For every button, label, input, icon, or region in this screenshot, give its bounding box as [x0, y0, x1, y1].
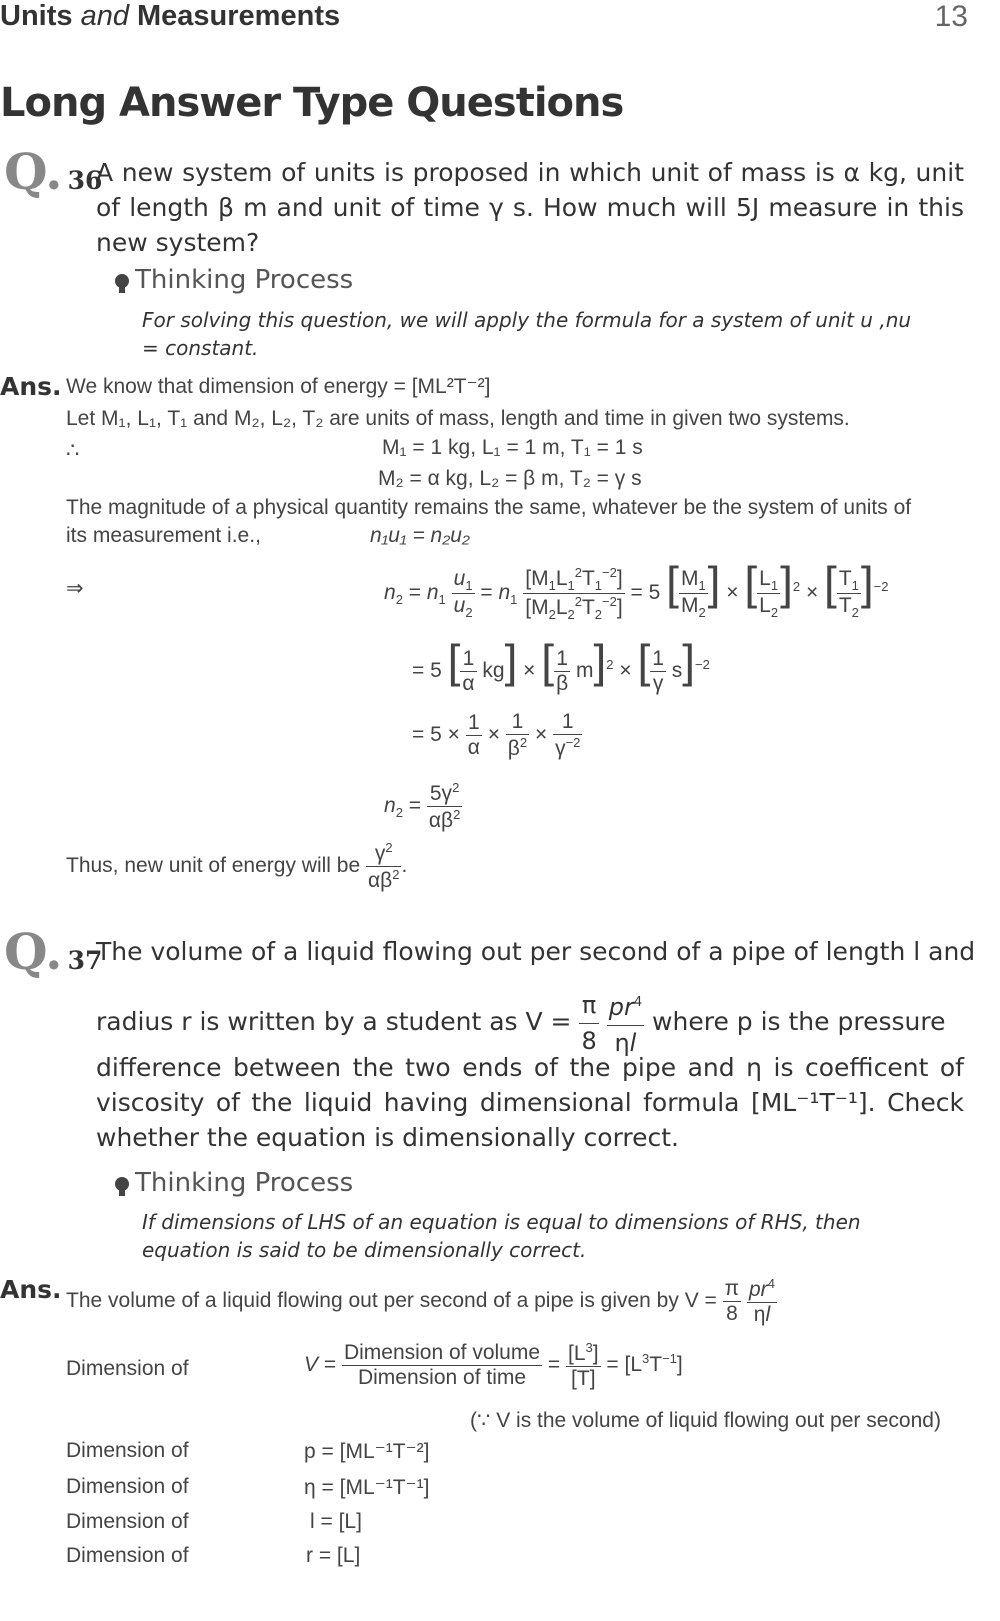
dim-label-r: Dimension of [66, 1544, 189, 1567]
q-number: 37 [67, 946, 103, 975]
thinking-note-36: For solving this question, we will apply the formula for a system of unit u ,nu = constant. [142, 308, 912, 360]
header-measurements: Measurements [137, 0, 341, 32]
question-37-line1: The volume of a liquid flowing out per second of a pipe of length l and [96, 937, 976, 966]
n2-result: $n_2$ = $\frac{5\gamma^2}{\alpha\beta^2}$ [384, 780, 461, 832]
q37-line2-a: radius r is written by a student as V = [96, 1007, 572, 1036]
question-36-text: A new system of units is proposed in which unit of mass is α kg, unit of length β m and unit of time γ s. How much will 5J measure in this new system? [96, 158, 964, 257]
ans37-line1-text: The volume of a liquid flowing out per second of a pipe is given by V = [66, 1289, 717, 1313]
q-number: 36 [67, 166, 103, 195]
n2-derivation-line2: = 5 [ $\frac{1}{\alpha}$ kg] × [ $\frac{1}{\beta}$ m]$^2$ × [ $\frac{1}{\gamma}$ s]$^{-2}$ [412, 635, 710, 695]
lightbulb-icon [115, 274, 129, 288]
header-and: and [80, 0, 129, 32]
ans37-line1: The volume of a liquid flowing out per second of a pipe is given by V = $\frac{\pi}{8}$ $\frac{pr^4}{\eta l}$ [66, 1276, 775, 1326]
answer-label-36: Ans. [0, 372, 62, 401]
ans36-line6: its measurement i.e., [66, 524, 261, 547]
thinking-process-36 [115, 265, 353, 295]
invariance-eq: n₁u₁ = n₂u₂ [370, 524, 470, 547]
question-37-rest: difference between the two ends of the pipe and η is coefficent of viscosity of the liquid having dimensional formula [ML⁻¹T⁻¹]. Check whether the equation is dimensionally correct. [96, 1053, 964, 1152]
n2-derivation-line1: $n_2 = n_1$ $\frac{u_1}{u_2}$ = $n_1$ $\frac{[M_1L_1^2T_1^{-2}]}{[M_2L_2^2T_2^{-2}]}$ = 5 [ $\frac{M_1}{M_2}$ ] × [ $\frac{L_1}{L_2}$ ]$^2$ × [ $\frac{T_1}{T_2}$ ]$^{-2}$ [384, 557, 889, 623]
ans36-line1: We know that dimension of energy = [ML²T⁻²] [66, 375, 491, 398]
dim-eta-eq: η = [ML⁻¹T⁻¹] [304, 1476, 430, 1499]
ans36-conclusion: Thus, new unit of energy will be $\frac{\gamma^2}{\alpha\beta^2}$ . [66, 840, 408, 892]
page-number: 13 [934, 0, 968, 33]
answer-label-37: Ans. [0, 1275, 62, 1304]
conclusion-text: Thus, new unit of energy will be [66, 854, 361, 878]
q-mark: Q. [4, 922, 63, 981]
n2-derivation-line3: = 5 × $\frac{1}{\alpha}$ × $\frac{1}{\beta^2}$ × $\frac{1}{\gamma^{-2}}$ [412, 710, 581, 760]
dim-label-p: Dimension of [66, 1439, 189, 1462]
running-header [0, 0, 340, 33]
question-37-marker [4, 922, 102, 981]
ans36-line5: The magnitude of a physical quantity remains the same, whatever be the system of units of [66, 496, 912, 519]
dim-label-eta: Dimension of [66, 1475, 189, 1498]
lightbulb-icon [115, 1177, 129, 1191]
dim-label-l: Dimension of [66, 1510, 189, 1533]
thinking-title: Thinking Process [135, 265, 354, 295]
v-note: (∵ V is the volume of liquid flowing out per second) [470, 1409, 941, 1432]
question-37-line2: radius r is written by a student as V = $\frac{\pi}{8}$ $\frac{pr^4}{\eta l}$ where p is the pressure [96, 985, 945, 1061]
section-title: Long Answer Type Questions [0, 80, 624, 126]
dim-p-eq: p = [ML⁻¹T⁻²] [304, 1440, 430, 1463]
dim-r-eq: r = [L] [306, 1544, 361, 1567]
ans36-line2: Let M₁, L₁, T₁ and M₂, L₂, T₂ are units of mass, length and time in given two systems. [66, 407, 850, 430]
implies-symbol: ⇒ [66, 577, 84, 600]
dim-volume-text: Dimension of volume [343, 1341, 541, 1364]
therefore-symbol: ∴ [66, 439, 80, 462]
header-units: Units [0, 0, 73, 32]
thinking-process-37 [115, 1168, 353, 1198]
system1-units: M₁ = 1 kg, L₁ = 1 m, T₁ = 1 s [382, 436, 643, 459]
dim-l-eq: l = [L] [310, 1510, 362, 1533]
dim-time-text: Dimension of time [357, 1366, 527, 1389]
system2-units: M₂ = α kg, L₂ = β m, T₂ = γ s [378, 467, 642, 490]
dim-label-v: Dimension of [66, 1357, 189, 1380]
q37-line2-b: where p is the pressure [652, 1007, 946, 1036]
question-36-marker [4, 142, 102, 201]
thinking-title: Thinking Process [135, 1168, 354, 1198]
dim-v-eq: V = $\frac{\text{Dimension of volume}}{\text{Dimension of time}}$ = $\frac{[L^3]}{[T]}$ = $[L^3T^{-1}]$ [304, 1340, 683, 1390]
q-mark: Q. [4, 142, 63, 201]
thinking-note-37: If dimensions of LHS of an equation is equal to dimensions of RHS, then equation is said to be dimensionally correct. [142, 1210, 861, 1262]
